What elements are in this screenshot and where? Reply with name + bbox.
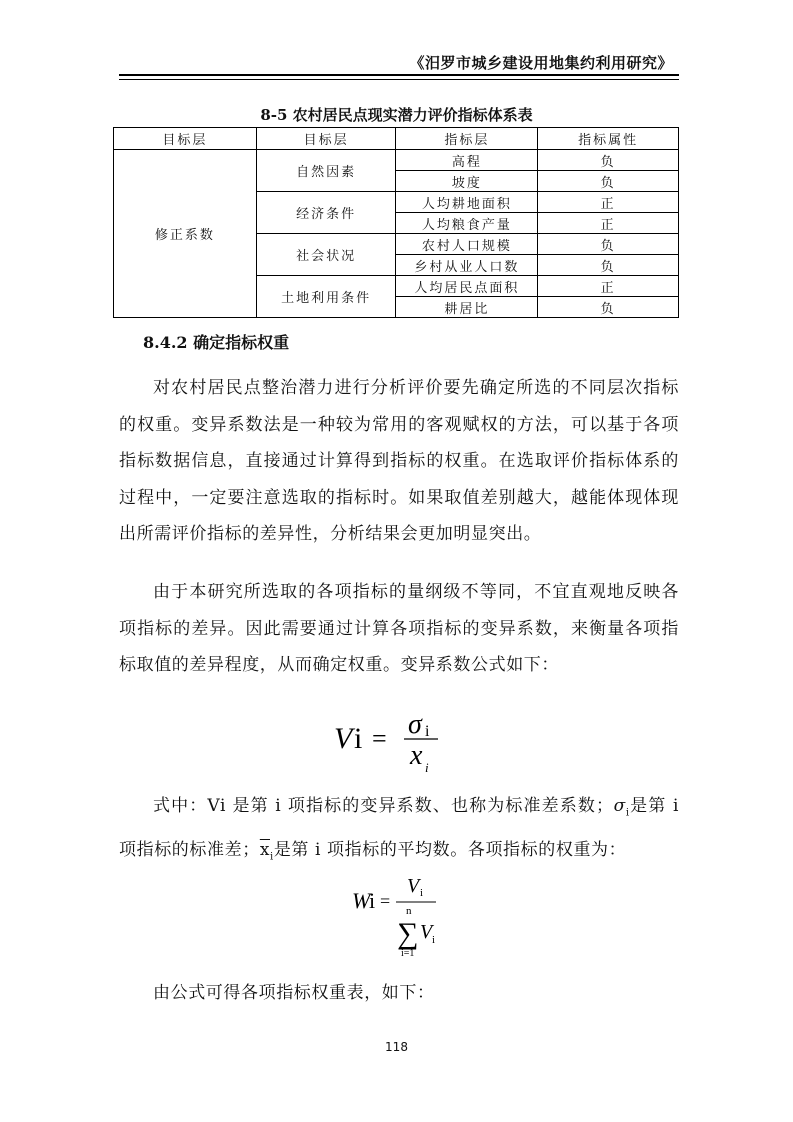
header-rule-thin [119,79,679,80]
running-header-title: 《汨罗市城乡建设用地集约利用研究》 [409,54,673,72]
group-cell: 社会状况 [256,234,396,276]
formula-denominator: V [420,921,433,943]
paragraph-text: 是第 i 项指标的平均数。各项指标的权重为： [273,839,627,860]
paragraph-text: 是第 i 项指标的标准差； [119,796,679,860]
indicator-cell: 高程 [396,150,538,171]
indicator-cell: 人均粮食产量 [396,213,538,234]
indicator-cell: 人均耕地面积 [396,192,538,213]
formula-lhs-i: i [354,722,363,755]
mean-subscript: i [270,851,274,863]
formula-equals: = [380,891,391,911]
table-header-cell: 目标层 [114,128,257,150]
attribute-cell: 负 [538,234,679,255]
sigma-subscript: i [625,807,630,819]
variation-coefficient-formula [330,700,470,780]
attribute-cell: 正 [538,213,679,234]
sum-lower-limit: i=1 [401,948,415,959]
body-paragraph: 由公式可得各项指标权重表，如下： [153,983,435,1003]
formula-lhs-w: W [352,888,371,913]
formula-lhs-v: V [334,722,353,755]
sum-upper-limit: n [406,905,412,917]
indicator-cell: 人均居民点面积 [396,276,538,297]
table-header-row [114,128,679,150]
attribute-cell: 负 [538,255,679,276]
weight-formula [352,870,472,965]
indicator-cell: 乡村从业人口数 [396,255,538,276]
formula-numerator-sub: i [420,887,424,899]
paragraph-text: 式中：Vi 是第 i 项指标的变异系数、也称为标准差系数； [153,796,614,816]
header-rule-thick [119,74,679,76]
table-header-cell: 指标属性 [538,128,679,150]
group-cell: 经济条件 [256,192,396,234]
section-heading: 8.4.2 确定指标权重 [143,333,290,352]
formula-equals: = [372,724,387,753]
mean-symbol: $\overline{x}$ [259,839,270,860]
formula-numerator: V [407,875,420,897]
indicator-cell: 坡度 [396,171,538,192]
body-paragraph: 由于本研究所选取的各项指标的量纲级不等同，不宜直观地反映各项指标的差异。因此需要通过计算各项指标的变异系数，来衡量各项指标取值的差异程度，从而确定权重。变异系数公式如下： [119,582,679,675]
attribute-cell: 正 [538,192,679,213]
goal-cell: 修正系数 [114,150,257,318]
formula-denominator-sub: i [432,934,436,946]
formula-denominator: x [410,740,423,771]
table-caption: 8-5 农村居民点现实潜力评价指标体系表 [260,106,533,124]
indicator-table [113,127,679,318]
attribute-cell: 负 [538,150,679,171]
attribute-cell: 正 [538,276,679,297]
attribute-cell: 负 [538,171,679,192]
indicator-cell: 农村人口规模 [396,234,538,255]
body-paragraph-with-symbols [119,788,679,876]
table-header-cell: 指标层 [396,128,538,150]
sigma-symbol: σ [613,796,626,816]
indicator-cell: 耕居比 [396,297,538,318]
group-cell: 土地利用条件 [256,276,396,318]
formula-lhs-i: i [369,888,376,913]
sum-sign: ∑ [397,917,419,950]
table-row [114,150,679,171]
formula-numerator-sub: i [425,723,430,740]
table-header-cell: 目标层 [256,128,396,150]
page-number: 118 [385,1040,408,1054]
formula-numerator: σ [408,709,422,740]
body-paragraph: 对农村居民点整治潜力进行分析评价要先确定所选的不同层次指标的权重。变异系数法是一种较为常用的客观赋权的方法，可以基于各项指标数据信息，直接通过计算得到指标的权重。在选取评价指标体系的过程中，一定要注意选取的指标时。如果取值差别越大，越能体现体现出所需评价指标的差异性，分析结果会更加明显突出。 [119,378,679,544]
formula-denominator-sub: i [425,760,429,775]
group-cell: 自然因素 [256,150,396,192]
attribute-cell: 负 [538,297,679,318]
